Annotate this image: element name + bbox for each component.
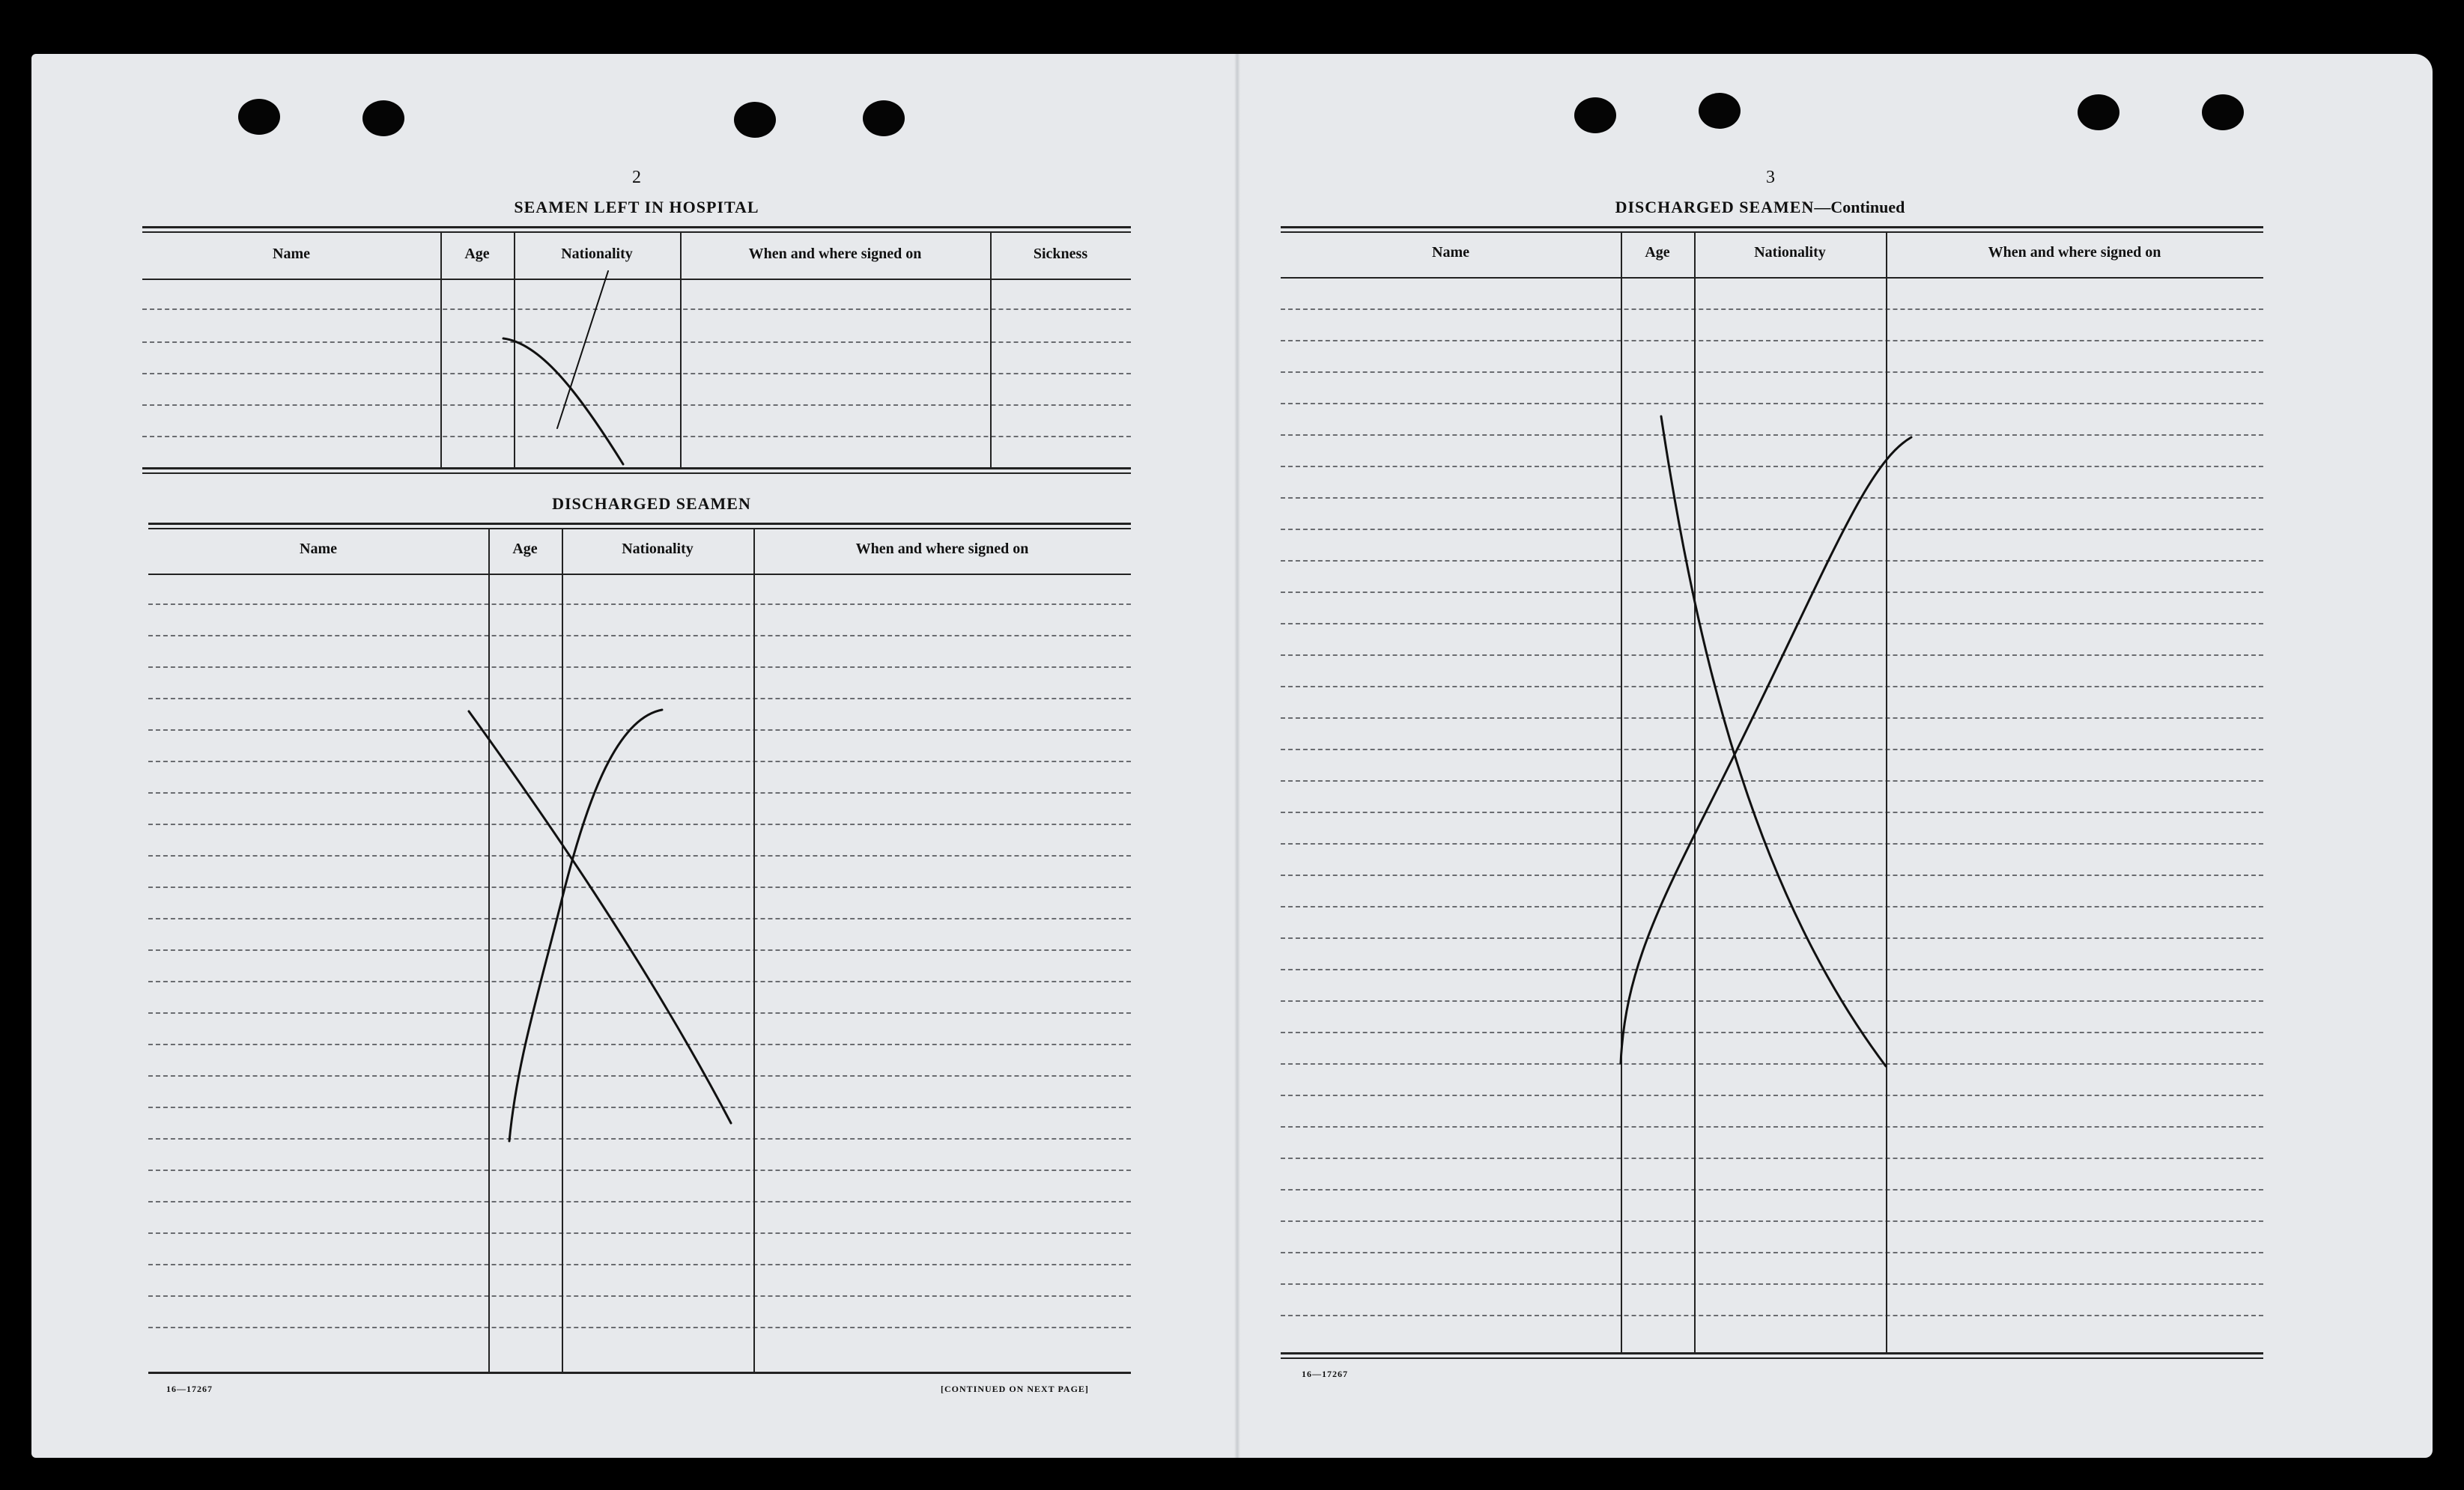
discharged-continued-suffix: —Continued	[1814, 198, 1905, 216]
column-header-nationality: Nationality	[561, 246, 633, 262]
discharged-cross-stroke	[509, 710, 662, 1141]
page-number-left: 2	[632, 168, 641, 187]
discharged-continued-title-main: DISCHARGED SEAMEN	[1615, 198, 1815, 216]
column-header-nationality: Nationality	[622, 541, 694, 557]
column-header-age: Age	[1645, 244, 1670, 261]
column-header-signed-on: When and where signed on	[855, 541, 1029, 557]
column-header-signed-on: When and where signed on	[748, 246, 922, 262]
column-header-sickness: Sickness	[1033, 246, 1088, 262]
column-header-name: Name	[300, 541, 337, 557]
hospital-cross-stroke	[503, 338, 623, 464]
column-header-nationality: Nationality	[1754, 244, 1826, 261]
right-cross-stroke	[1621, 437, 1911, 1063]
discharged-section-title: DISCHARGED SEAMEN	[552, 494, 751, 513]
continued-note: [CONTINUED ON NEXT PAGE]	[941, 1384, 1089, 1394]
form-number-right: 16—17267	[1302, 1369, 1348, 1379]
page-number-right: 3	[1766, 168, 1775, 187]
column-header-name: Name	[273, 246, 310, 262]
column-header-age: Age	[512, 541, 538, 557]
discharged-cross-stroke	[469, 711, 731, 1123]
form-number-left: 16—17267	[166, 1384, 213, 1394]
column-header-signed-on: When and where signed on	[1988, 244, 2161, 261]
hospital-section-title: SEAMEN LEFT IN HOSPITAL	[514, 198, 759, 216]
column-header-name: Name	[1432, 244, 1469, 261]
column-header-age: Age	[464, 246, 490, 262]
